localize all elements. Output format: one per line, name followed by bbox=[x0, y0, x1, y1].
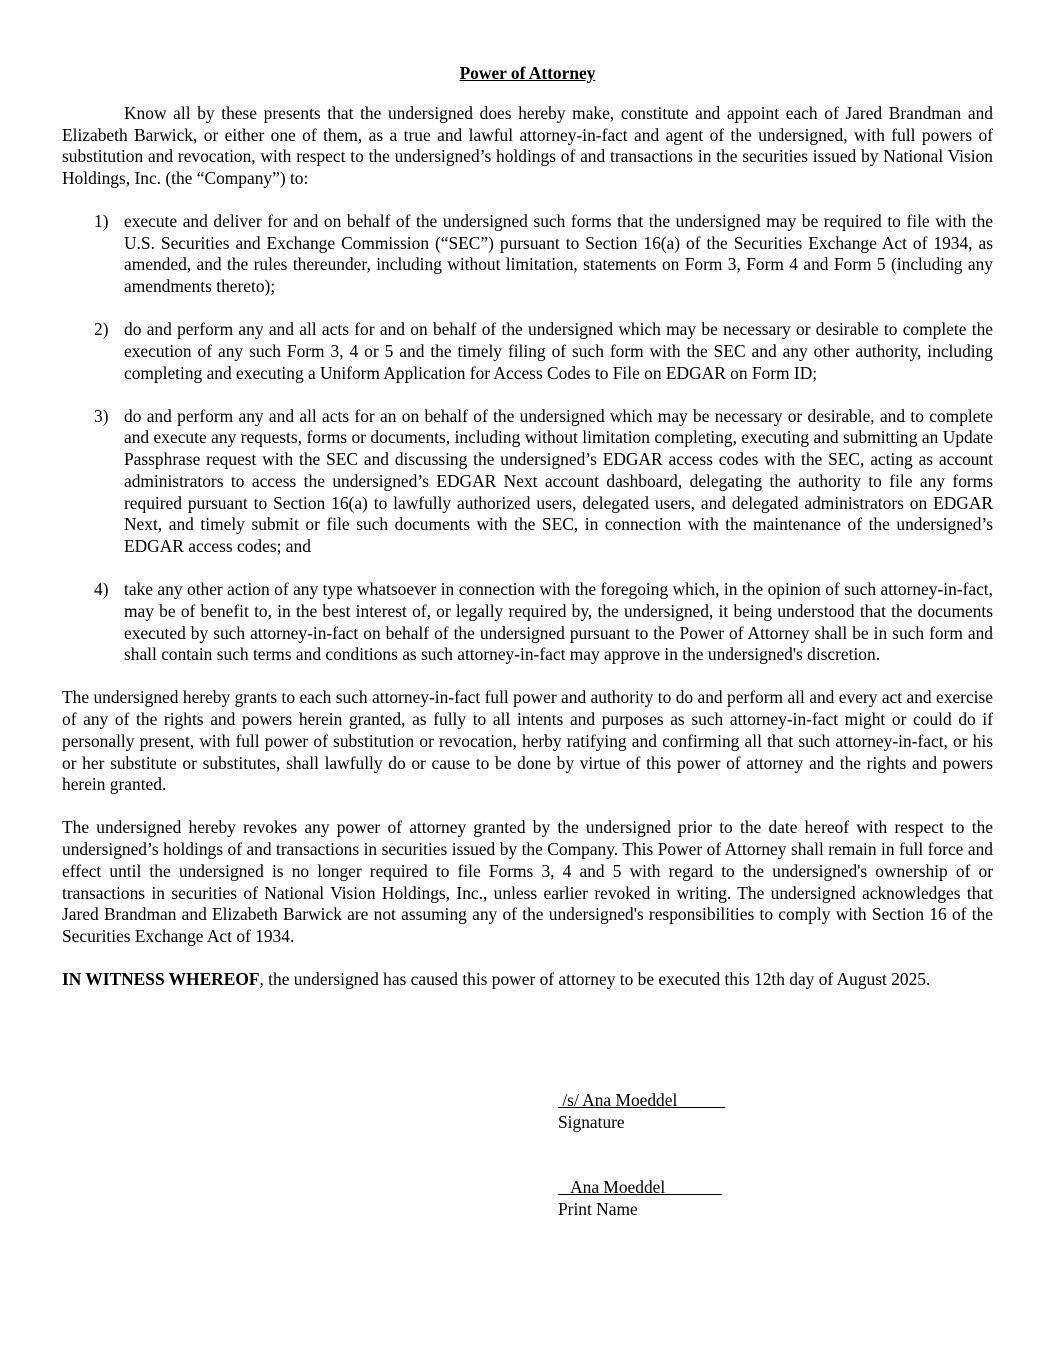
list-item-text: do and perform any and all acts for an on behalf of the undersigned which may be necessary or desirable, and to complete and execute any requests, forms or documents, including without limitation completing, executing and submitting an Update Passphrase request with the SEC and discussing the undersigned’s EDGAR access codes with the SEC, acting as account administrators to access the undersigned’s EDGAR Next account dashboard, delegating the authority to file any forms required pursuant to Section 16(a) to lawfully authorized users, delegated users, and delegated administrators on EDGAR Next, and timely submit or file such documents with the SEC, in connection with the maintenance of the undersigned’s EDGAR access codes; and bbox=[124, 405, 993, 556]
list-item-number: 3) bbox=[94, 405, 109, 426]
signature-label: Signature bbox=[558, 1111, 625, 1132]
grant-paragraph: The undersigned hereby grants to each such attorney-in-fact full power and authority to do and perform all and every act and exercise of any of the rights and powers herein granted, as fully to all intents and purposes as such attorney-in-fact might or could do if personally present, with full power of substitution or revocation, herby ratifying and confirming all that such attorney-in-fact, or his or her substitute or substitutes, shall lawfully do or cause to be done by virtue of this power of attorney and the rights and powers herein granted. bbox=[62, 687, 993, 795]
list-item-text: do and perform any and all acts for and on behalf of the undersigned which may be necessary or desirable to complete the execution of any such Form 3, 4 or 5 and the timely filing of such form with the SEC and any other authority, including completing and executing a Uniform Application for Access Codes to File on EDGAR on Form ID; bbox=[124, 319, 993, 383]
list-item-number: 2) bbox=[94, 319, 109, 340]
print-name-line: Ana Moeddel bbox=[558, 1177, 722, 1198]
document-title: Power of Attorney bbox=[459, 63, 596, 83]
list-item bbox=[62, 319, 993, 384]
list-item bbox=[62, 211, 993, 298]
witness-paragraph bbox=[62, 969, 993, 991]
powers-list bbox=[62, 211, 993, 666]
revoke-paragraph: The undersigned hereby revokes any power of attorney granted by the undersigned prior to the date hereof with respect to the undersigned’s holdings of and transactions in securities issued by the Company. This Power of Attorney shall remain in full force and effect until the undersigned is no longer required to file Forms 3, 4 and 5 with regard to the undersigned's ownership of or transactions in securities of National Vision Holdings, Inc., unless earlier revoked in writing. The undersigned acknowledges that Jared Brandman and Elizabeth Barwick are not assuming any of the undersigned's responsibilities to comply with Section 16 of the Securities Exchange Act of 1934. bbox=[62, 817, 993, 946]
list-item bbox=[62, 579, 993, 666]
list-item-text: take any other action of any type whatsoever in connection with the foregoing which, in the opinion of such attorney-in-fact, may be of benefit to, in the best interest of, or legally required by, the undersigned, it being understood that the documents executed by such attorney-in-fact on behalf of the undersigned pursuant to the Power of Attorney shall be in such form and shall contain such terms and conditions as such attorney-in-fact may approve in the undersigned's discretion. bbox=[124, 579, 993, 665]
print-name-label: Print Name bbox=[558, 1199, 638, 1220]
list-item-text: execute and deliver for and on behalf of the undersigned such forms that the undersigned may be required to file with the U.S. Securities and Exchange Commission (“SEC”) pursuant to Section 16(a) of the Securities Exchange Act of 1934, as amended, and the rules thereunder, including without limitation, statements on Form 3, Form 4 and Form 5 (including any amendments thereto); bbox=[124, 210, 993, 296]
signature-block bbox=[558, 1090, 818, 1221]
witness-text: , the undersigned has caused this power of attorney to be executed this 12th day of August 2025. bbox=[259, 969, 931, 990]
witness-heading: IN WITNESS WHEREOF bbox=[62, 969, 260, 990]
document-page bbox=[62, 62, 993, 1012]
signature-line: /s/ Ana Moeddel bbox=[558, 1090, 726, 1110]
list-item bbox=[62, 406, 993, 558]
list-item-number: 4) bbox=[94, 579, 109, 600]
list-item-number: 1) bbox=[94, 210, 109, 231]
intro-paragraph: Know all by these presents that the undersigned does hereby make, constitute and appoint each of Jared Brandman and Elizabeth Barwick, or either one of them, as a true and lawful attorney-in-fact and agent of the undersigned, with full powers of substitution and revocation, with respect to the undersigned’s holdings of and transactions in the securities issued by National Vision Holdings, Inc. (the “Company”) to: bbox=[62, 103, 993, 189]
